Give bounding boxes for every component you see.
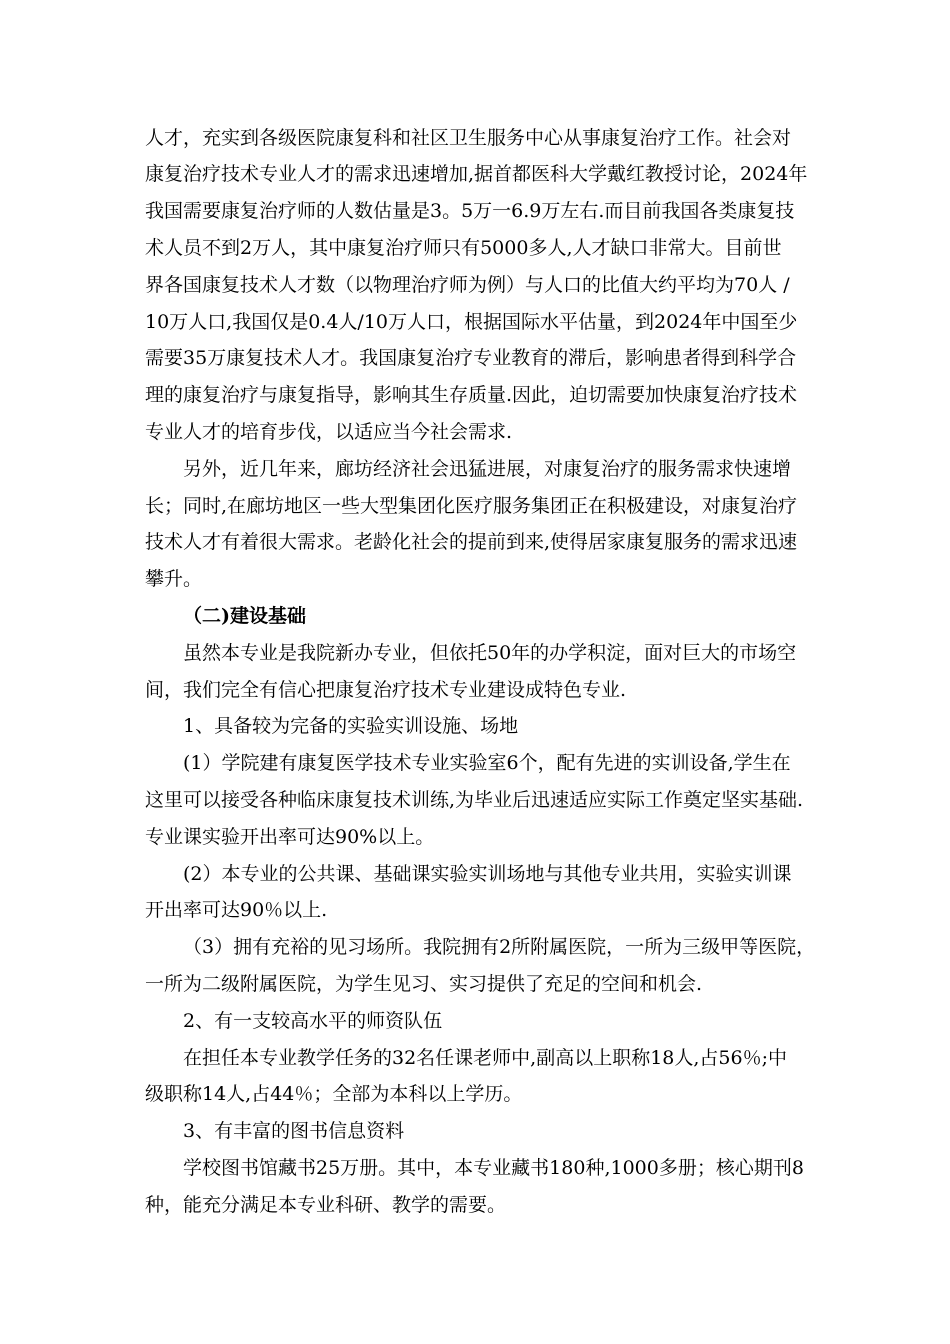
paragraph-line: （3）拥有充裕的见习场所。我院拥有2所附属医院，一所为三级甲等医院， <box>183 936 816 958</box>
paragraph-line: 在担任本专业教学任务的32名任课老师中,副高以上职称18人,占56％;中 <box>183 1047 788 1069</box>
paragraph-line: 另外，近几年来，廊坊经济社会迅猛进展，对康复治疗的服务需求快速增 <box>183 458 792 480</box>
paragraph-line: 学校图书馆藏书25万册。其中，本专业藏书180种,1000多册；核心期刊8 <box>183 1157 804 1179</box>
paragraph-line: 间，我们完全有信心把康复治疗技术专业建设成特色专业. <box>145 679 627 701</box>
paragraph-line: 需要35万康复技术人才。我国康复治疗专业教育的滞后，影响患者得到科学合 <box>145 347 797 369</box>
paragraph-line: 人才，充实到各级医院康复科和社区卫生服务中心从事康复治疗工作。社会对 <box>145 127 792 149</box>
paragraph-line: 虽然本专业是我院新办专业，但依托50年的办学积淀，面对巨大的市场空 <box>183 642 797 664</box>
paragraph-line: 康复治疗技术专业人才的需求迅速增加,据首都医科大学戴红教授讨论，2024年 <box>145 163 808 185</box>
paragraph-line: 专业课实验开出率可达90%以上。 <box>145 826 435 848</box>
paragraph-line: 术人员不到2万人，其中康复治疗师只有5000多人,人才缺口非常大。目前世 <box>145 237 782 259</box>
paragraph-line: 界各国康复技术人才数（以物理治疗师为例）与人口的比值大约平均为70人 / <box>145 274 790 296</box>
section-heading: （二)建设基础 <box>183 605 306 627</box>
paragraph-line: 我国需要康复治疗师的人数估量是3。5万一6.9万左右.而目前我国各类康复技 <box>145 200 795 222</box>
paragraph-line: 专业人才的培育步伐，以适应当今社会需求. <box>145 421 513 443</box>
subsection-heading: 1、具备较为完备的实验实训设施、场地 <box>183 715 519 737</box>
paragraph-line: 级职称14人,占44％；全部为本科以上学历。 <box>145 1083 523 1105</box>
paragraph-line: 一所为二级附属医院，为学生见习、实习提供了充足的空间和机会. <box>145 973 703 995</box>
subsection-heading: 2、有一支较高水平的师资队伍 <box>183 1010 443 1032</box>
paragraph-line: 开出率可达90％以上. <box>145 899 328 921</box>
paragraph-line: 理的康复治疗与康复指导，影响其生存质量.因此，迫切需要加快康复治疗技术 <box>145 384 798 406</box>
paragraph-line: 种，能充分满足本专业科研、教学的需要。 <box>145 1194 507 1216</box>
paragraph-line: 攀升。 <box>145 568 203 590</box>
paragraph-line: (2）本专业的公共课、基础课实验实训场地与其他专业共用，实验实训课 <box>183 863 792 885</box>
paragraph-line: (1）学院建有康复医学技术专业实验室6个，配有先进的实训设备,学生在 <box>183 752 791 774</box>
paragraph-line: 这里可以接受各种临床康复技术训练,为毕业后迅速适应实际工作奠定坚实基础. <box>145 789 804 811</box>
paragraph-line: 10万人口,我国仅是0.4人/10万人口，根据国际水平估量，到2024年中国至少 <box>145 311 798 333</box>
subsection-heading: 3、有丰富的图书信息资料 <box>183 1120 405 1142</box>
paragraph-line: 技术人才有着很大需求。老龄化社会的提前到来,使得居家康复服务的需求迅速 <box>145 531 798 553</box>
paragraph-line: 长；同时,在廊坊地区一些大型集团化医疗服务集团正在积极建设，对康复治疗 <box>145 495 798 517</box>
